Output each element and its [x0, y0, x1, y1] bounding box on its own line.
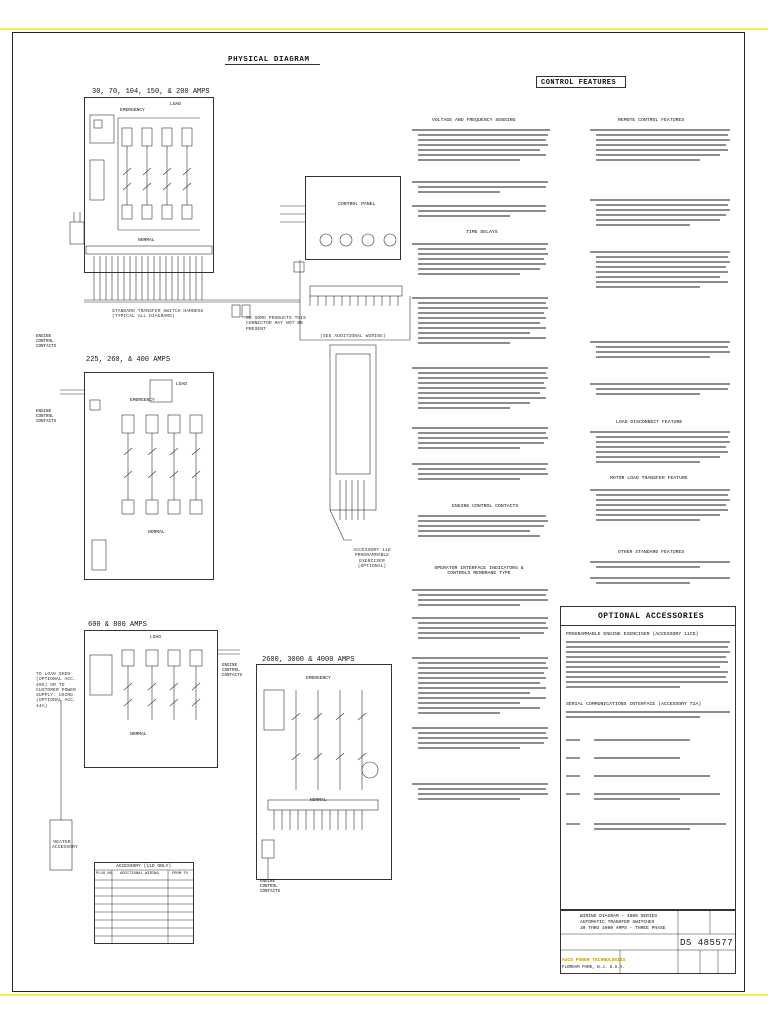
control-panel-label: CONTROL PANEL — [338, 202, 376, 207]
section-engine-contacts: ENGINE CONTROL CONTACTS — [452, 504, 519, 509]
d1-load-label: LOAD — [170, 102, 182, 107]
d1-normal-label: NORMAL — [138, 238, 155, 243]
physical-diagram-title: PHYSICAL DIAGRAM — [228, 56, 310, 64]
drawing-number: DS 485577 — [680, 938, 734, 948]
control-features-title: CONTROL FEATURES — [541, 79, 617, 87]
section-operator-interface: OPERATOR INTERFACE INDICATORS & CONTROLS MEMBRANE TYPE — [434, 566, 524, 576]
exerciser-note: ACCESSORY 11D PROGRAMMABLE EXERCISER (OPTIONAL) — [353, 548, 394, 569]
section-time-delays: TIME DELAYS — [466, 230, 498, 235]
d1-engine-contacts-label: ENGINE CONTROL CONTACTS — [36, 335, 57, 349]
company-address: FLORHAM PARK, N.J. U.S.A. — [562, 966, 625, 970]
additional-wiring-note: (SEE ADDITIONAL WIRING) — [320, 334, 386, 339]
section-remote-control: REMOTE CONTROL FEATURES — [618, 118, 685, 123]
accessory-col-2: ADDITIONAL WIRING — [120, 872, 159, 876]
section-load-disconnect: LOAD DISCONNECT FEATURE — [616, 420, 683, 425]
section-voltage-frequency: VOLTAGE AND FREQUENCY SENSING — [432, 118, 516, 123]
d2-emergency-label: EMERGENCY — [130, 398, 155, 403]
accessory-col-3: FROM TO — [172, 872, 188, 876]
company-name: ASCO POWER TECHNOLOGIES — [562, 958, 626, 963]
d4-normal-label: NORMAL — [310, 798, 327, 803]
d2-normal-label: NORMAL — [148, 530, 165, 535]
accessory-table-title: ACCESSORY (11D ONLY) — [116, 864, 172, 869]
title-line-2: AUTOMATIC TRANSFER SWITCHES — [580, 920, 655, 925]
customer-power-note: TO LOAD SHED (OPTIONAL ACC. 49S) OR TO CUSTOMER POWER SUPPLY. USING (OPTIONAL ACC. 44A) — [36, 672, 79, 709]
diagram-3-title: 600 & 800 AMPS — [88, 621, 147, 629]
title-line-1: WIRING DIAGRAM - 4000 SERIES — [580, 914, 658, 919]
optional-accessories-title: OPTIONAL ACCESSORIES — [598, 612, 705, 621]
title-line-3: 30 THRU 4000 AMPS - THREE PHASE — [580, 926, 666, 931]
programmable-exerciser-heading: PROGRAMMABLE ENGINE EXERCISER (ACCESSORY 11CD) — [566, 632, 699, 637]
accessory-col-1: PLUG NO. — [96, 872, 115, 876]
diagram-1-title: 30, 70, 104, 150, & 200 AMPS — [92, 88, 210, 96]
section-other-standard: OTHER STANDARD FEATURES — [618, 550, 685, 555]
harness-label: STANDARD TRANSFER SWITCH HARNESS (TYPICAL ALL DIAGRAMS) — [112, 309, 207, 320]
d3-engine-contacts-label: ENGINE CONTROL CONTACTS — [222, 664, 243, 678]
serial-communications-heading: SERIAL COMMUNICATIONS INTERFACE (ACCESSORY 72A) — [566, 702, 702, 707]
heater-accessory-label: HEATER ACCESSORY — [52, 840, 78, 851]
diagram-4-title: 2600, 3000 & 4000 AMPS — [262, 656, 355, 664]
diagram-2-title: 225, 260, & 400 AMPS — [86, 356, 171, 364]
d1-emergency-label: EMERGENCY — [120, 108, 145, 113]
d3-normal-label: NORMAL — [130, 732, 147, 737]
d2-engine-contacts-label: ENGINE CONTROL CONTACTS — [36, 410, 57, 424]
d2-load-label: LOAD — [176, 382, 188, 387]
section-motor-load: MOTOR LOAD TRANSFER FEATURE — [610, 476, 688, 481]
d3-load-label: LOAD — [150, 635, 162, 640]
harness-note: ON SOME PRODUCTS THIS CONNECTOR MAY NOT BE PRESENT — [246, 316, 309, 332]
d4-engine-contacts-label: ENGINE CONTROL CONTACTS — [260, 880, 281, 894]
d4-emergency-label: EMERGENCY — [306, 676, 331, 681]
